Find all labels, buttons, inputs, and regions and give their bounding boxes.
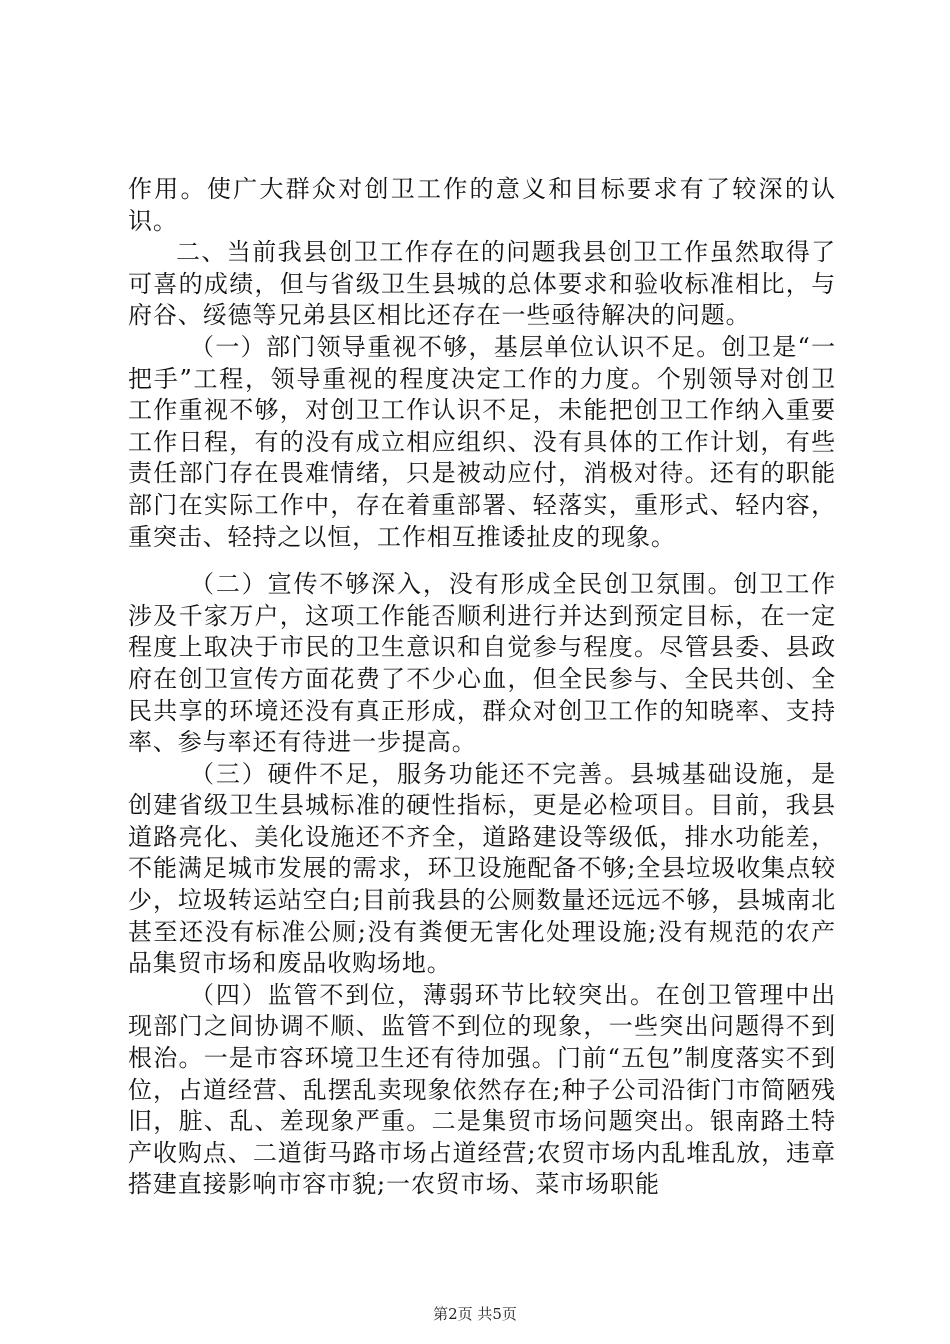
paragraph-item-one: （一）部门领导重视不够，基层单位认识不足。创卫是“一把手”工程，领导重视的程度决定工作的力度。个别领导对创卫工作重视不够，对创卫工作认识不足，未能把创卫工作纳入重要工作日程，有的没有成立相应组织、没有具体的工作计划，有些责任部门存在畏难情绪，只是被动应付，消极对待。还有的职能部门在实际工作中，存在着重部署、轻落实，重形式、轻内容，重突击、轻持之以恒，工作相互推诿扯皮的现象。: [128, 332, 836, 551]
paragraph-item-two: （二）宣传不够深入，没有形成全民创卫氛围。创卫工作涉及千家万户，这项工作能否顺利进行并达到预定目标，在一定程度上取决于市民的卫生意识和自觉参与程度。尽管县委、县政府在创卫宣传方面花费了不少心血，但全民参与、全民共创、全民共享的环境还没有真正形成，群众对创卫工作的知晓率、支持率、参与率还有待进一步提高。: [128, 570, 836, 757]
page-number-footer: 第2页 共5页: [433, 1305, 517, 1323]
document-body: [128, 174, 836, 1201]
paragraph-item-four: （四）监管不到位，薄弱环节比较突出。在创卫管理中出现部门之间协调不顺、监管不到位的现象，一些突出问题得不到根治。一是市容环境卫生还有待加强。门前“五包”制度落实不到位，占道经营、乱摆乱卖现象依然存在;种子公司沿街门市简陋残旧，脏、乱、差现象严重。二是集贸市场问题突出。银南路土特产收购点、二道街马路市场占道经营;农贸市场内乱堆乱放，违章搭建直接影响市容市貌;一农贸市场、菜市场职能: [128, 980, 836, 1199]
paragraph-continuation: 作用。使广大群众对创卫工作的意义和目标要求有了较深的认识。: [128, 175, 836, 235]
paragraph-item-three: （三）硬件不足，服务功能还不完善。县城基础设施，是创建省级卫生县城标准的硬性指标，更是必检项目。目前，我县道路亮化、美化设施还不齐全，道路建设等级低，排水功能差，不能满足城市发展的需求，环卫设施配备不够;全县垃圾收集点较少，垃圾转运站空白;目前我县的公厕数量还远远不够，县城南北甚至还没有标准公厕;没有粪便无害化处理设施;没有规范的农产品集贸市场和废品收购场地。: [128, 759, 836, 978]
paragraph-section-two: 二、当前我县创卫工作存在的问题我县创卫工作虽然取得了可喜的成绩，但与省级卫生县城的总体要求和验收标准相比，与府谷、绥德等兄弟县区相比还存在一些亟待解决的问题。: [128, 238, 836, 330]
